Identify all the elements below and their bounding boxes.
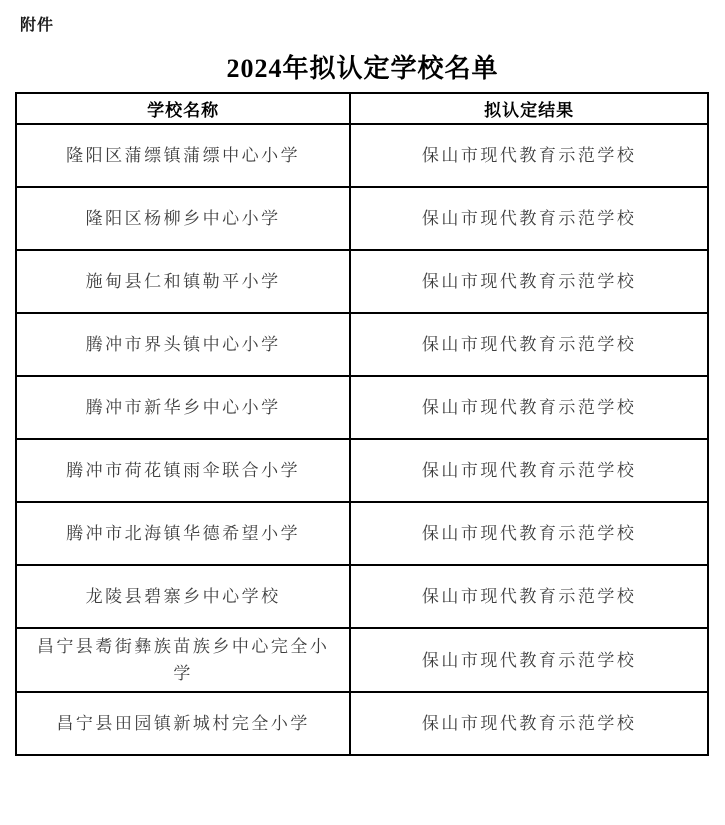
result-cell: 保山市现代教育示范学校: [350, 439, 708, 502]
table-row: [16, 439, 708, 502]
school-table-container: [15, 92, 709, 756]
school-name-cell: 昌宁县耈街彝族苗族乡中心完全小学: [16, 628, 350, 692]
school-name-cell: 施甸县仁和镇勒平小学: [16, 250, 350, 313]
school-name-cell: 腾冲市荷花镇雨伞联合小学: [16, 439, 350, 502]
page-title: 2024年拟认定学校名单: [226, 54, 499, 83]
school-name-cell: 隆阳区杨柳乡中心小学: [16, 187, 350, 250]
table-row: [16, 313, 708, 376]
table-row: [16, 250, 708, 313]
table-row: [16, 124, 708, 187]
column-header-result: 拟认定结果: [350, 93, 708, 124]
result-cell: 保山市现代教育示范学校: [350, 692, 708, 755]
school-table-header: [16, 93, 708, 124]
school-table: [15, 92, 709, 756]
table-row: [16, 565, 708, 628]
result-cell: 保山市现代教育示范学校: [350, 502, 708, 565]
result-cell: 保山市现代教育示范学校: [350, 313, 708, 376]
table-row: [16, 692, 708, 755]
header-row: [16, 93, 708, 124]
school-name-cell: 昌宁县田园镇新城村完全小学: [16, 692, 350, 755]
school-name-cell: 腾冲市界头镇中心小学: [16, 313, 350, 376]
result-cell: 保山市现代教育示范学校: [350, 250, 708, 313]
result-cell: 保山市现代教育示范学校: [350, 376, 708, 439]
table-row: [16, 187, 708, 250]
school-name-cell: 腾冲市新华乡中心小学: [16, 376, 350, 439]
result-cell: 保山市现代教育示范学校: [350, 565, 708, 628]
table-row: [16, 502, 708, 565]
school-name-cell: 龙陵县碧寨乡中心学校: [16, 565, 350, 628]
result-cell: 保山市现代教育示范学校: [350, 187, 708, 250]
school-name-cell: 隆阳区蒲缥镇蒲缥中心小学: [16, 124, 350, 187]
school-table-body: [16, 124, 708, 755]
attachment-label: 附件: [20, 17, 55, 34]
school-name-cell: 腾冲市北海镇华德希望小学: [16, 502, 350, 565]
column-header-school-name: 学校名称: [16, 93, 350, 124]
result-cell: 保山市现代教育示范学校: [350, 124, 708, 187]
table-row: [16, 376, 708, 439]
result-cell: 保山市现代教育示范学校: [350, 628, 708, 692]
table-row: [16, 628, 708, 692]
